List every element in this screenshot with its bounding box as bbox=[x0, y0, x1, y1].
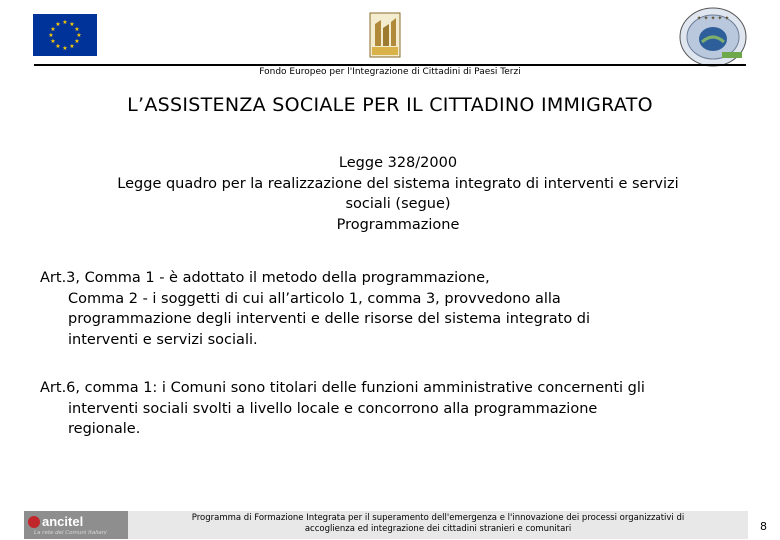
article-3-line: interventi e servizi sociali. bbox=[68, 331, 258, 348]
svg-text:★: ★ bbox=[62, 45, 68, 52]
svg-text:★: ★ bbox=[55, 21, 61, 28]
article-6-line: regionale. bbox=[68, 421, 141, 437]
article-3-line: programmazione degli interventi e delle risorse del sistema integrato di bbox=[68, 311, 591, 327]
article-3-line: Art.3, Comma 1 - è adottato il metodo della programmazione, bbox=[40, 270, 490, 286]
ancitel-logo bbox=[24, 511, 128, 539]
svg-text:✦ ✦ ✦ ✦ ✦: ✦ ✦ ✦ ✦ ✦ bbox=[696, 15, 730, 22]
page-number: 8 bbox=[760, 520, 767, 533]
article-6-paragraph bbox=[40, 378, 740, 440]
svg-text:★: ★ bbox=[74, 26, 80, 33]
law-title-line1: Legge quadro per la realizzazione del sistema integrato di interventi e servizi bbox=[117, 175, 679, 192]
svg-text:★: ★ bbox=[69, 21, 75, 28]
footer-line1: Programma di Formazione Integrata per il superamento dell'emergenza e l'innovazione dei processi organizzativi di bbox=[191, 513, 685, 523]
ancitel-mark-icon bbox=[28, 516, 40, 528]
svg-text:★: ★ bbox=[50, 38, 56, 45]
footer-program-caption bbox=[128, 511, 748, 539]
svg-text:★: ★ bbox=[55, 43, 61, 50]
ancitel-tagline: La rete dei Comuni Italiani bbox=[34, 530, 107, 536]
svg-text:★: ★ bbox=[50, 26, 56, 33]
eu-flag-icon bbox=[33, 14, 97, 56]
law-title-line2: sociali (segue) bbox=[345, 196, 451, 212]
footer-line2: accoglienza ed integrazione dei cittadini stranieri e comunitari bbox=[304, 524, 572, 534]
article-6-line: Art.6, comma 1: i Comuni sono titolari delle funzioni amministrative concernenti gli bbox=[40, 380, 645, 396]
article-6-line: interventi sociali svolti a livello locale e concorrono alla programmazione bbox=[68, 400, 598, 417]
section-heading: Programmazione bbox=[336, 216, 460, 233]
svg-text:★: ★ bbox=[69, 43, 75, 50]
header-divider bbox=[34, 64, 746, 66]
article-3-line: Comma 2 - i soggetti di cui all’articolo 1, comma 3, provvedono alla bbox=[68, 290, 561, 307]
svg-text:★: ★ bbox=[48, 32, 54, 39]
round-seal-icon bbox=[678, 6, 748, 68]
ancitel-logo-text: ancitel bbox=[42, 514, 84, 529]
svg-text:★: ★ bbox=[74, 38, 80, 45]
fund-caption: Fondo Europeo per l'Integrazione di Cittadini di Paesi Terzi bbox=[259, 67, 521, 77]
anci-logo bbox=[369, 12, 401, 58]
law-number: Legge 328/2000 bbox=[338, 155, 458, 171]
article-3-paragraph bbox=[40, 268, 740, 350]
svg-text:★: ★ bbox=[62, 19, 68, 26]
slide-title: L’ASSISTENZA SOCIALE PER IL CITTADINO IMMIGRATO bbox=[127, 94, 653, 116]
law-heading bbox=[40, 153, 756, 235]
svg-text:★: ★ bbox=[76, 32, 82, 39]
